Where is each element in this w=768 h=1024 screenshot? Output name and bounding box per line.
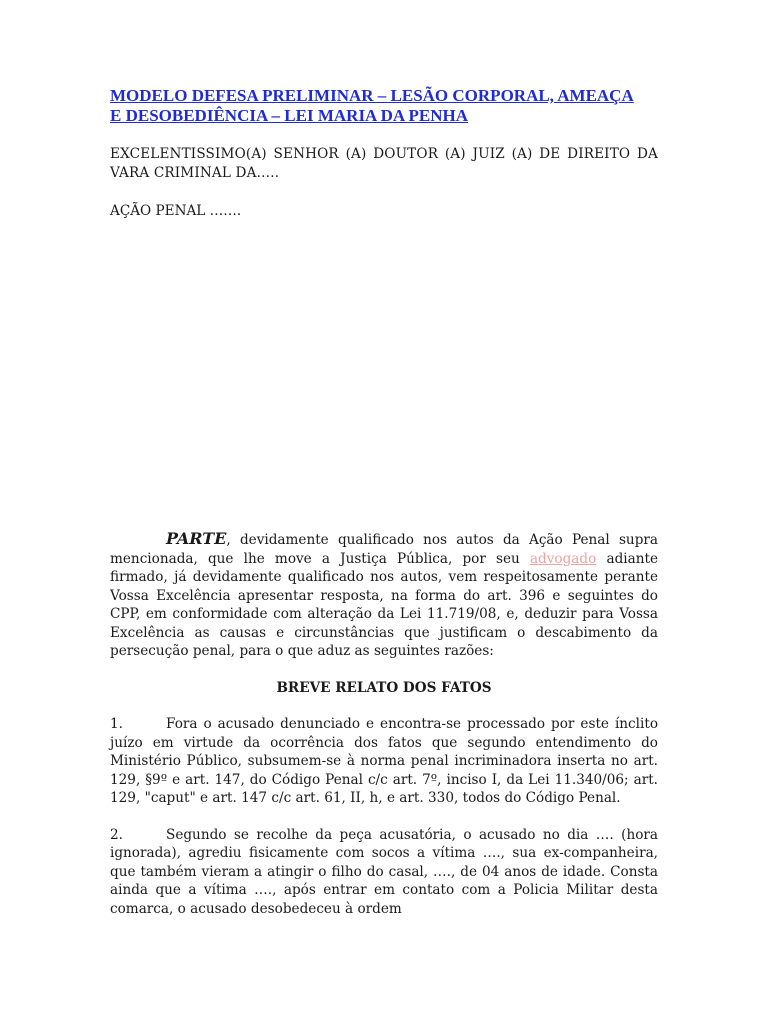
document-body	[110, 530, 658, 936]
document-header	[110, 86, 658, 221]
numbered-paragraph-1	[110, 715, 658, 808]
court-address: EXCELENTISSIMO(A) SENHOR (A) DOUTOR (A) JUIZ (A) DE DIREITO DA VARA CRIMINAL DA…..	[110, 146, 658, 181]
intro-text-1: , devidamente qualificado nos autos da Ação Penal supra mencionada, que lhe move a Justiça Pública, por seu	[110, 532, 658, 567]
acao-penal-line: AÇÃO PENAL …….	[110, 203, 242, 219]
intro-text-2: adiante firmado, já devidamente qualificado nos autos, vem respeitosamente perante Vossa Excelência apresentar resposta, na forma do art. 396 e seguintes do CPP, em conformidade com alteração da Lei 11.719/08, e, deduzir para Vossa Excelência as causas e circunstâncias que justificam o descabimento da persecução penal, para o que aduz as seguintes razões:	[110, 550, 658, 659]
section-heading: BREVE RELATO DOS FATOS	[276, 679, 492, 696]
numbered-paragraph-2	[110, 826, 658, 919]
advogado-link[interactable]: advogado	[529, 550, 597, 567]
document-title[interactable]	[110, 86, 658, 126]
title-line-2: E DESOBEDIÊNCIA – LEI MARIA DA PENHA	[110, 106, 469, 125]
party-name: PARTE	[166, 529, 227, 548]
paragraph-number: 2.	[110, 826, 123, 843]
title-line-1: MODELO DEFESA PRELIMINAR – LESÃO CORPORAL, AMEAÇA	[110, 86, 634, 105]
paragraph-text: Segundo se recolhe da peça acusatória, o acusado no dia …. (hora ignorada), agrediu fisicamente com socos a vítima …., sua ex-companheira, que também vieram a atingir o filho do casal, …., de 04 anos de idade. Consta ainda que a vítima …., após entrar em contato com a Policia Militar desta comarca, o acusado desobedeceu à ordem	[110, 826, 658, 917]
paragraph-text: Fora o acusado denunciado e encontra-se processado por este ínclito juízo em virtude da ocorrência dos fatos que segundo entendimento do Ministério Público, subsumem-se à norma penal incriminadora inserta no art. 129, §9º e art. 147, do Código Penal c/c art. 7º, inciso I, da Lei 11.340/06; art. 129, "caput" e art. 147 c/c art. 61, II, h, e art. 330, todos do Código Penal.	[110, 716, 658, 806]
intro-paragraph	[110, 530, 658, 661]
paragraph-number: 1.	[110, 716, 123, 732]
